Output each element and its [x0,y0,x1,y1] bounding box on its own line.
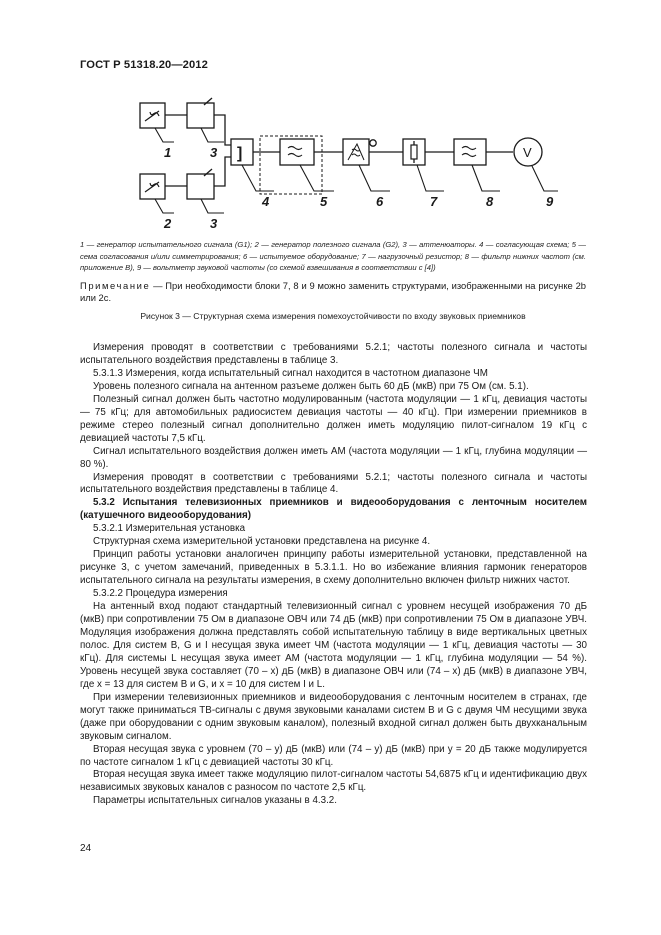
voltmeter-symbol: V [523,145,532,160]
attenuator-2-block [187,174,214,199]
paragraph: Вторая несущая звука с уровнем (70 – y) дБ (мкВ) или (74 – y) дБ (мкВ) при y = 20 дБ также модулируется по частоте сигналом 1 кГц с девиацией частоты 30 кГц. [80,743,587,768]
paragraph: Вторая несущая звука имеет также модуляцию пилот-сигналом частоты 54,6875 кГц и идентификацию двух независимых звуковых каналов с разносом по частоте 2,5 кГц. [80,769,587,794]
paragraph: Измерения проводят в соответствии с требованиями 5.2.1; частоты полезного сигнала и частоты испытательного воздействия представлены в таблице 3. [80,342,587,366]
paragraph: Полезный сигнал должен быть частотно модулированным (частота модуляции — 1 кГц, девиация частоты — 75 кГц; для автомобильных радиосистем девиация частоты — 40 кГц). При измерении приемников в режиме стерео полезный сигнал дополнительно должен иметь модуляцию пилот-сигналом 19 кГц с девиацией частоты 7,5 кГц. [80,393,587,444]
paragraph: При измерении телевизионных приемников и видеооборудования с ленточным носителем в странах, где могут также приниматься ТВ-сигналы с двумя звуковыми каналами систем B и G с двумя ЧМ несущими звука (даже при оборудовании с одним звуковым каналом), полезный входной сигнал должен быть двухканальным звуковым сигналом. [80,691,587,742]
document-header: ГОСТ Р 51318.20—2012 [80,59,208,71]
eut-block [343,139,369,165]
generator-g1-symbol [145,111,159,121]
figure-note [80,280,586,305]
figure-caption: Рисунок 3 — Структурная схема измерения помехоустойчивости по входу звуковых приемников [140,311,526,321]
note-label: Примечание [80,280,151,291]
combiner-symbol: ] [237,145,243,162]
label-5: 5 [320,194,328,209]
label-7: 7 [430,194,438,209]
eut-symbol [348,144,364,160]
section-heading-5-3-2-1: 5.3.2.1 Измерительная установка [93,523,246,535]
label-9: 9 [546,194,554,209]
label-2-bottom: 2 [164,216,172,231]
block-diagram [128,95,558,231]
paragraph: Параметры испытательных сигналов указаны в 4.3.2. [93,795,337,807]
label-1-top: 1 [164,145,172,160]
paragraph: Уровень полезного сигнала на антенном разъеме должен быть 60 дБ (мкВ) при 75 Ом (см. 5.1). [93,380,529,392]
paragraph: Принцип работы установки аналогичен принципу работы измерительной установки, представленной на рисунке 3, с учетом замечаний, приведенных в 5.3.1.1. Но во избежание влияния гармоник генераторов испытательного сигнала на результаты измерения, в схему дополнительно включен фильтр нижних частот. [80,549,587,587]
paragraph: Структурная схема измерительной установки представлена на рисунке 4. [93,536,431,548]
page-number: 24 [80,843,92,854]
label-4: 4 [262,194,270,209]
label-6: 6 [376,194,384,209]
matching-network-block [280,139,314,165]
paragraph: Сигнал испытательного воздействия должен иметь АМ (частота модуляции — 1 кГц, глубина модуляции — 80 %). [80,445,587,470]
label-8: 8 [486,194,494,209]
generator-g2-symbol [145,182,159,192]
paragraph: Измерения проводят в соответствии с требованиями 5.2.1; частоты полезного сигнала и частоты испытательного воздействия представлены в таблице 4. [80,471,587,496]
label-3-bottom: 3 [210,216,218,231]
body-text [80,342,587,808]
section-heading-5-3-2: 5.3.2 Испытания телевизионных приемников и видеооборудования с ленточным носителем (катушечного видеооборудования) [80,497,587,522]
lowpass-filter-block [454,139,486,165]
label-3-top: 3 [210,145,218,160]
paragraph: На антенный вход подают стандартный телевизионный сигнал с уровнем несущей изображения 70 дБ (мкВ) при сопротивлении 75 Ом в диапазоне ОВЧ или 74 дБ (мкВ) при сопротивлении 75 Ом в диапазоне УВЧ. Модуляция изображения должна представлять собой испытательную таблицу в виде вертикальных цветных полос. Для систем B, G и I несущая звука имеет ЧМ (частота модуляции — 1 кГц, девиация частоты — 30 кГц). Для системы L несущая звука имеет АМ (частота модуляции — 1 кГц, глубина модуляции — 54 %). Уровень несущей звука составляет (70 – x) дБ (мкВ) в диапазоне ОВЧ или (74 – x) дБ (мкВ) в диапазоне УВЧ, где x = 13 для систем B и G, и x = 10 для систем I и L. [80,601,587,690]
section-heading-5-3-2-2: 5.3.2.2 Процедура измерения [93,588,228,600]
lowpass-filter-symbol [462,147,476,157]
section-heading-5-3-1-3: 5.3.1.3 Измерения, когда испытательный сигнал находится в частотном диапазоне ЧМ [93,367,488,379]
figure-legend: 1 — генератор испытательного сигнала (G1); 2 — генератор полезного сигнала (G2), 3 — аттенюаторы. 4 — согласующая схема; 5 — сема согласования и/или симметрирования; 6 — испытуемое оборудование; 7 — нагрузочный резистор; 8 — фильтр нижних частот (см. приложение В), 9 — вольтметр звуковой частоты (со схемой взвешивания в соответствии с [4]) [80,240,586,273]
matching-symbol [288,147,302,157]
note-text: — При необходимости блоки 7, 8 и 9 можно заменить структурами, изображенными на рисунке 2b или 2с. [80,280,586,304]
attenuator-1-block [187,103,214,128]
